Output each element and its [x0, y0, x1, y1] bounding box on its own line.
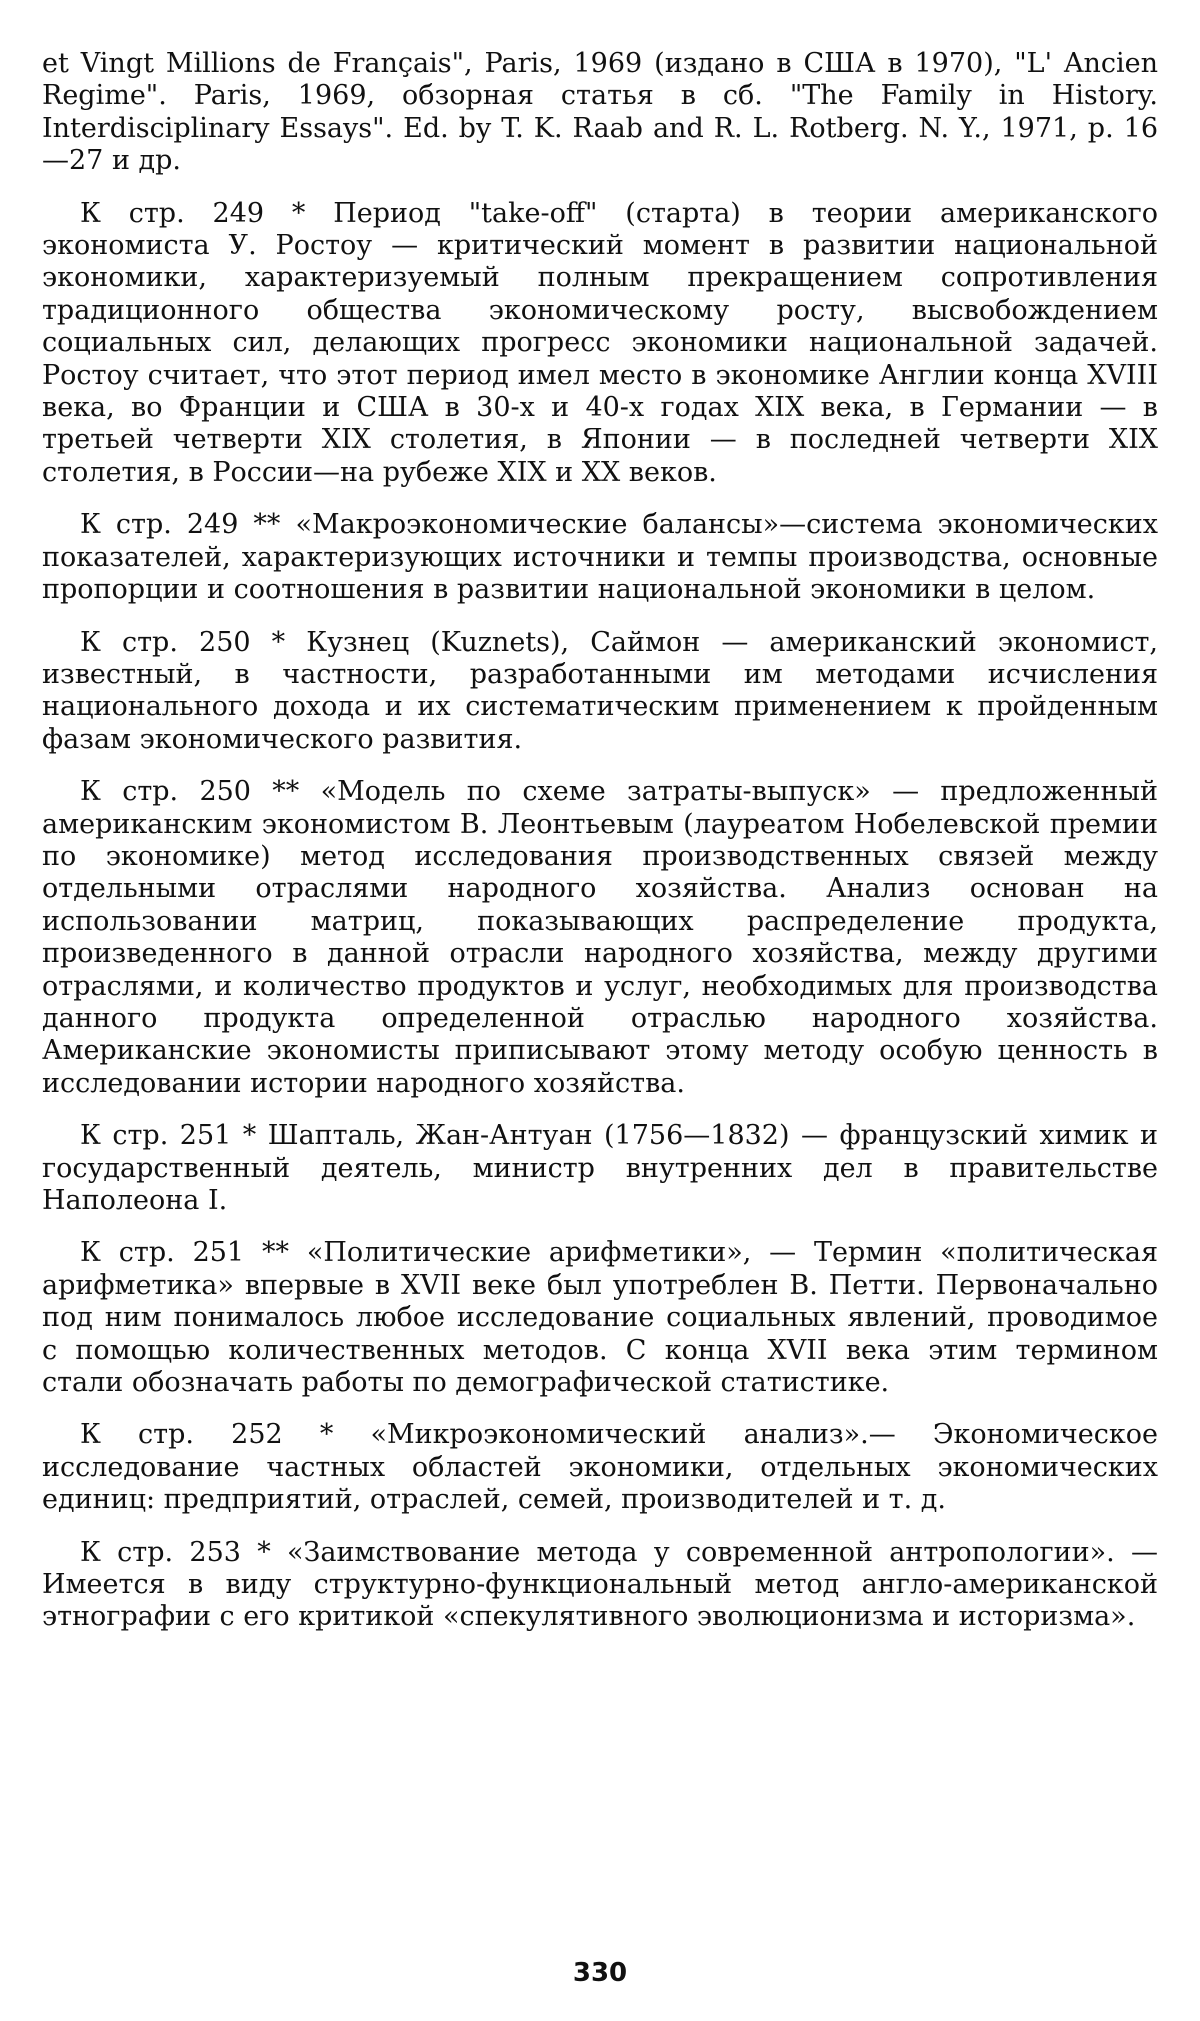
note-p249-take-off: К стр. 249 * Период "take-off" (старта) в теории американского экономиста У. Ростоу — критический момент в развитии национальной экономики, характеризуемый полным прекращением сопротивления традиционного общества экономическому росту, высвобождением социальных сил, делающих прогресс экономики национальной задачей. Ростоу считает, что этот период имел место в экономике Англии конца XVIII века, во Франции и США в 30-х и 40-х годах XIX века, в Германии — в третьей четверти XIX столетия, в Японии — в последней четверти XIX столетия, в России—на рубеже XIX и XX веков.	[42, 197, 1158, 488]
note-p250-input-output-model: К стр. 250 ** «Модель по схеме затраты-выпуск» — предложенный американским экономистом В. Леонтьевым (лауреатом Нобелевской премии по экономике) метод исследования производственных связей между отдельными отраслями народного хозяйства. Анализ основан на использовании матриц, показывающих распределение продукта, произведенного в данной отрасли народного хозяйства, между другими отраслями, и количество продуктов и услуг, необходимых для производства данного продукта определенной отраслью народного хозяйства. Американские экономисты приписывают этому методу особую ценность в исследовании истории народного хозяйства.	[42, 776, 1158, 1099]
note-p251-chaptal: К стр. 251 * Шапталь, Жан-Антуан (1756—1832) — французский химик и государственный деятель, министр внутренних дел в правительстве Наполеона I.	[42, 1120, 1158, 1216]
note-p253-anthropology-method: К стр. 253 * «Заимствование метода у современной антропологии». — Имеется в виду структурно-функциональный метод англо-американской этнографии с его критикой «спекулятивного эволюционизма и историзма».	[42, 1536, 1158, 1633]
note-continuation-paragraph: et Vingt Millions de Français", Paris, 1969 (издано в США в 1970), "L' Ancien Regime". Paris, 1969, обзорная статья в сб. "The Family in History. Interdisciplinary Essays". Ed. by T. K. Raab and R. L. Rotberg. N. Y., 1971, р. 16—27 и др.	[42, 48, 1158, 177]
note-p251-political-arithmetic: К стр. 251 ** «Политические арифметики», — Термин «политическая арифметика» впервые в XVII веке был употреблен В. Петти. Первоначально под ним понималось любое исследование социальных явлений, проводимое с помощью количественных методов. С конца XVII века этим термином стали обозначать работы по демографической статистике.	[42, 1237, 1158, 1399]
note-p252-microeconomic-analysis: К стр. 252 * «Микроэкономический анализ».— Экономическое исследование частных областей экономики, отдельных экономических единиц: предприятий, отраслей, семей, производителей и т. д.	[42, 1419, 1158, 1516]
note-p249-macroeconomic-balances: К стр. 249 ** «Макроэкономические балансы»—система экономических показателей, характеризующих источники и темпы производства, основные пропорции и соотношения в развитии национальной экономики в целом.	[42, 509, 1158, 606]
notes-text-column	[42, 48, 1158, 1654]
note-p250-kuznets: К стр. 250 * Кузнец (Kuznets), Саймон — американский экономист, известный, в частности, разработанными им методами исчисления национального дохода и их систематическим применением к пройденным фазам экономического развития.	[42, 626, 1158, 755]
page-number: 330	[572, 1958, 628, 1988]
